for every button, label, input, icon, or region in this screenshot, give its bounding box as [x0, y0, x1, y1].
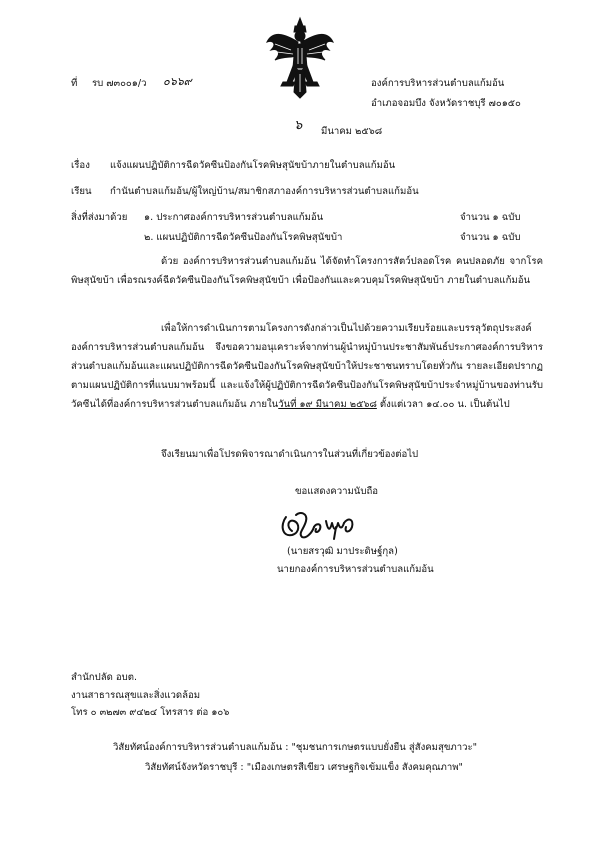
footer-section: งานสาธารณสุขและสิ่งแวดล้อม — [71, 690, 201, 701]
enclosure-qty: จำนวน ๑ ฉบับ — [460, 212, 521, 223]
garuda-emblem-icon — [265, 16, 335, 100]
footer-office: สำนักปลัด อบต. — [71, 672, 137, 683]
deadline-date-underlined: วันที่ ๑๙ มีนาคม ๒๕๖๘ — [278, 399, 377, 410]
enclosures-label: สิ่งที่ส่งมาด้วย — [71, 212, 128, 223]
footer-phone: โทร ๐ ๓๒๗๓ ๙๔๒๔ โทรสาร ต่อ ๑๐๖ — [71, 707, 230, 718]
signatory-name: (นายสรวุฒิ มาประดิษฐ์กุล) — [287, 546, 398, 557]
body-paragraph-3: จึงเรียนมาเพื่อโปรดพิจารณาดำเนินการในส่วนที่เกี่ยวข้องต่อไป — [161, 449, 419, 460]
handwritten-signature-icon — [278, 503, 360, 543]
date-day-handwritten: ๖ — [294, 118, 303, 133]
ref-label: ที่ — [71, 78, 78, 89]
ref-handwritten-number: ๐๖๖๙ — [163, 75, 192, 88]
org-address: อำเภอจอมบึง จังหวัดราชบุรี ๗๐๑๕๐ — [371, 98, 521, 109]
body-paragraph-2 — [71, 319, 543, 414]
org-vision-slogan: วิสัยทัศน์องค์การบริหารส่วนตำบลแก้มอ้น : "ชุมชนการเกษตรแบบยั่งยืน สู่สังคมสุขภาวะ" — [113, 742, 478, 753]
recipient-text: กำนันตำบลแก้มอ้น/ผู้ใหญ่บ้าน/สมาชิกสภาองค์การบริหารส่วนตำบลแก้มอ้น — [110, 186, 419, 197]
paragraph-2-main: เพื่อให้การดำเนินการตามโครงการดังกล่าวเป็นไปด้วยความเรียบร้อยและบรรลุวัตถุประสงค์ องค์การบริหารส่วนตำบลแก้มอ้น จึงขอความอนุเคราะห์จากท่านผู้นำหมู่บ้านประชาสัมพันธ์ประกาศองค์การบริหารส่วนตำบลแก้มอ้นและแผนปฏิบัติการฉีดวัคซีนป้องกันโรคพิษสุนัขบ้าให้ประชาชนทราบโดยทั่วกัน รายละเอียดปรากฏตามแผนปฏิบัติการที่แนบมาพร้อมนี้ และแจ้งให้ผู้ปฏิบัติการฉีดวัคซีนป้องกันโรคพิษสุนัขบ้าประจำหมู่บ้านของท่านรับวัคซีนได้ที่องค์การบริหารส่วนตำบลแก้มอ้น ภายใน — [71, 323, 543, 410]
org-name: องค์การบริหารส่วนตำบลแก้มอ้น — [371, 78, 505, 89]
signatory-position: นายกองค์การบริหารส่วนตำบลแก้มอ้น — [277, 564, 434, 575]
recipient-label: เรียน — [71, 186, 92, 197]
enclosure-qty: จำนวน ๑ ฉบับ — [460, 232, 521, 243]
subject-text: แจ้งแผนปฏิบัติการฉีดวัคซีนป้องกันโรคพิษสุนัขบ้าภายในตำบลแก้มอ้น — [110, 160, 396, 171]
ref-number: รบ ๗๓๐๐๑/ว — [92, 78, 147, 89]
enclosure-item: ๒. แผนปฏิบัติการฉีดวัคซีนป้องกันโรคพิษสุนัขบ้า — [144, 232, 343, 243]
province-vision-slogan: วิสัยทัศน์จังหวัดราชบุรี : "เมืองเกษตรสีเขียว เศรษฐกิจเข้มแข็ง สังคมคุณภาพ" — [145, 762, 463, 773]
subject-label: เรื่อง — [71, 160, 90, 171]
date-month-year: มีนาคม ๒๕๖๘ — [321, 126, 383, 137]
paragraph-2-end: ตั้งแต่เวลา ๑๔.๐๐ น. เป็นต้นไป — [376, 399, 510, 410]
enclosure-item: ๑. ประกาศองค์การบริหารส่วนตำบลแก้มอ้น — [144, 212, 324, 223]
closing-salutation: ขอแสดงความนับถือ — [295, 486, 379, 497]
body-paragraph-1: ด้วย องค์การบริหารส่วนตำบลแก้มอ้น ได้จัดทำโครงการสัตว์ปลอดโรค คนปลอดภัย จากโรคพิษสุนัขบ้า เพื่อรณรงค์ฉีดวัคซีนป้องกันโรคพิษสุนัขบ้า เพื่อป้องกันและควบคุมโรคพิษสุนัขบ้า ภายในตำบลแก้มอ้น — [71, 256, 543, 286]
